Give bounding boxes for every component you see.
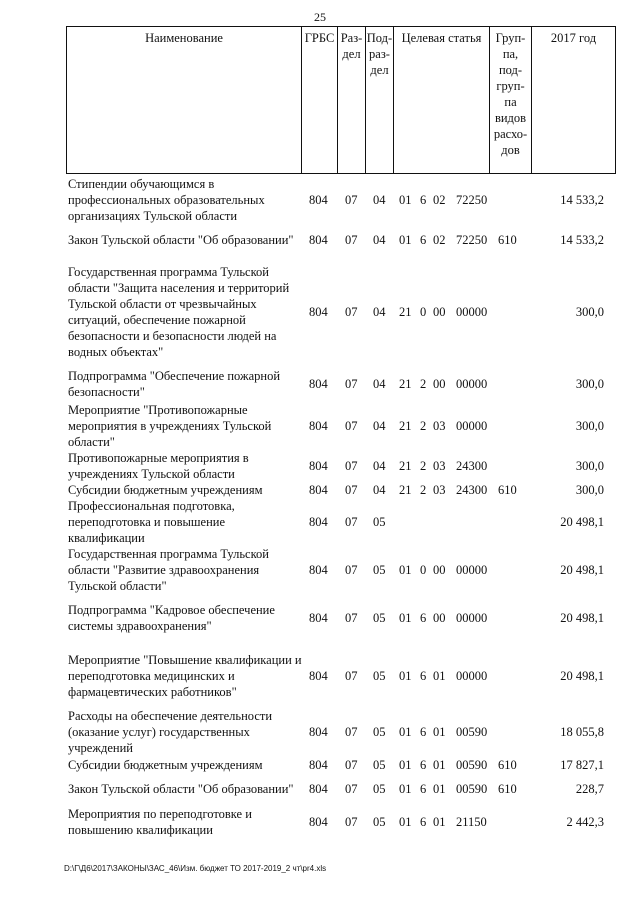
row-grbs: 804 bbox=[309, 233, 328, 247]
row-name: Закон Тульской области "Об образовании" bbox=[68, 782, 294, 796]
row-amount: 20 498,1 bbox=[560, 669, 604, 683]
row-amount: 228,7 bbox=[575, 782, 604, 796]
row-cs-program: 21 bbox=[399, 377, 412, 391]
row-name: Государственная программа Тульской области "Развитие здравоохранения Тульской области" bbox=[68, 547, 269, 593]
row-cs-subprogram: 6 bbox=[420, 669, 427, 683]
row-grbs: 804 bbox=[309, 611, 328, 625]
row-razdel: 07 bbox=[345, 611, 358, 625]
row-cs-direction: 24300 bbox=[456, 483, 488, 497]
row-cs-subprogram: 6 bbox=[420, 725, 427, 739]
row-cs-direction: 00590 bbox=[456, 782, 488, 796]
row-grbs: 804 bbox=[309, 782, 328, 796]
row-cs-program: 01 bbox=[399, 669, 412, 683]
row-name: Закон Тульской области "Об образовании" bbox=[68, 233, 294, 247]
row-cs-direction: 21150 bbox=[456, 815, 487, 829]
row-cs-subprogram: 6 bbox=[420, 758, 427, 772]
row-cs-program: 21 bbox=[399, 459, 412, 473]
row-podrazdel: 05 bbox=[373, 725, 386, 739]
row-name: Субсидии бюджетным учреждениям bbox=[68, 483, 263, 497]
row-grbs: 804 bbox=[309, 377, 328, 391]
row-grbs: 804 bbox=[309, 815, 328, 829]
row-cs-subprogram: 2 bbox=[420, 419, 427, 433]
row-name: Субсидии бюджетным учреждениям bbox=[68, 758, 263, 772]
row-gruppa: 610 bbox=[498, 233, 517, 247]
row-amount: 18 055,8 bbox=[560, 725, 604, 739]
row-gruppa: 610 bbox=[498, 483, 517, 497]
row-cs-program: 21 bbox=[399, 483, 412, 497]
row-cs-direction: 24300 bbox=[456, 459, 488, 473]
row-cs-event: 03 bbox=[433, 459, 446, 473]
row-razdel: 07 bbox=[345, 515, 358, 529]
page-number: 25 bbox=[314, 10, 326, 24]
row-cs-program: 01 bbox=[399, 563, 412, 577]
row-cs-subprogram: 0 bbox=[420, 563, 427, 577]
header-razdel: Раз- дел bbox=[337, 27, 365, 173]
row-cs-event: 01 bbox=[433, 782, 446, 796]
row-name: Государственная программа Тульской области "Защита населения и территорий Тульской области от чрезвычайных ситуаций, обеспечение пожарной безопасности и безопасности людей на водных объектах" bbox=[68, 265, 290, 359]
file-path-footer: D:\Г\Д6\2017\ЗАКОНЫ\ЗАС_46\Изм. бюджет ТО 2017-2019_2 чт\pr4.xls bbox=[64, 864, 327, 873]
row-cs-program: 01 bbox=[399, 611, 412, 625]
row-name: Подпрограмма "Обеспечение пожарной безопасности" bbox=[68, 369, 281, 399]
row-cs-event: 00 bbox=[433, 305, 446, 319]
row-gruppa: 610 bbox=[498, 758, 517, 772]
row-cs-subprogram: 2 bbox=[420, 459, 427, 473]
row-razdel: 07 bbox=[345, 782, 358, 796]
row-cs-direction: 72250 bbox=[456, 193, 488, 207]
row-podrazdel: 05 bbox=[373, 611, 386, 625]
row-cs-event: 01 bbox=[433, 758, 446, 772]
row-cs-program: 01 bbox=[399, 193, 412, 207]
row-gruppa: 610 bbox=[498, 782, 517, 796]
row-grbs: 804 bbox=[309, 725, 328, 739]
row-razdel: 07 bbox=[345, 377, 358, 391]
row-cs-event: 02 bbox=[433, 193, 446, 207]
row-amount: 20 498,1 bbox=[560, 611, 604, 625]
row-razdel: 07 bbox=[345, 725, 358, 739]
row-amount: 20 498,1 bbox=[560, 563, 604, 577]
row-razdel: 07 bbox=[345, 419, 358, 433]
row-cs-direction: 00000 bbox=[456, 563, 488, 577]
row-cs-event: 01 bbox=[433, 815, 446, 829]
row-podrazdel: 05 bbox=[373, 669, 386, 683]
row-cs-subprogram: 6 bbox=[420, 611, 427, 625]
row-name: Мероприятие "Противопожарные мероприятия в учреждениях Тульской области" bbox=[68, 403, 272, 449]
row-amount: 300,0 bbox=[575, 419, 604, 433]
row-podrazdel: 04 bbox=[373, 459, 386, 473]
row-amount: 20 498,1 bbox=[560, 515, 604, 529]
row-cs-program: 01 bbox=[399, 725, 412, 739]
row-cs-direction: 72250 bbox=[456, 233, 488, 247]
row-cs-direction: 00000 bbox=[456, 611, 488, 625]
row-razdel: 07 bbox=[345, 305, 358, 319]
row-cs-subprogram: 0 bbox=[420, 305, 427, 319]
row-cs-direction: 00590 bbox=[456, 725, 488, 739]
row-razdel: 07 bbox=[345, 459, 358, 473]
row-cs-subprogram: 6 bbox=[420, 815, 427, 829]
row-cs-program: 21 bbox=[399, 305, 412, 319]
row-razdel: 07 bbox=[345, 669, 358, 683]
row-cs-program: 01 bbox=[399, 233, 412, 247]
row-grbs: 804 bbox=[309, 305, 328, 319]
row-cs-program: 21 bbox=[399, 419, 412, 433]
row-grbs: 804 bbox=[309, 758, 328, 772]
row-cs-subprogram: 2 bbox=[420, 483, 427, 497]
row-podrazdel: 05 bbox=[373, 782, 386, 796]
row-name: Профессиональная подготовка, переподготовка и повышение квалификации bbox=[68, 499, 235, 545]
header-gruppa-vidov-rashodov: Груп- па, под- груп- па видов расхо- дов bbox=[489, 27, 531, 173]
row-name: Противопожарные мероприятия в учреждениях Тульской области bbox=[68, 451, 249, 481]
row-razdel: 07 bbox=[345, 815, 358, 829]
header-2017-god: 2017 год bbox=[531, 27, 615, 173]
row-razdel: 07 bbox=[345, 233, 358, 247]
header-celevaya-statya: Целевая статья bbox=[393, 27, 489, 173]
row-amount: 14 533,2 bbox=[560, 233, 604, 247]
row-amount: 2 442,3 bbox=[566, 815, 604, 829]
row-grbs: 804 bbox=[309, 419, 328, 433]
row-cs-event: 00 bbox=[433, 563, 446, 577]
row-amount: 17 827,1 bbox=[560, 758, 604, 772]
row-cs-subprogram: 6 bbox=[420, 233, 427, 247]
row-name: Подпрограмма "Кадровое обеспечение системы здравоохранения" bbox=[68, 603, 275, 633]
row-name: Мероприятие "Повышение квалификации и переподготовка медицинских и фармацевтических работников" bbox=[68, 653, 302, 699]
row-cs-event: 01 bbox=[433, 725, 446, 739]
row-podrazdel: 04 bbox=[373, 483, 386, 497]
row-razdel: 07 bbox=[345, 563, 358, 577]
row-grbs: 804 bbox=[309, 515, 328, 529]
table-header bbox=[66, 26, 616, 174]
row-grbs: 804 bbox=[309, 193, 328, 207]
row-name: Стипендии обучающимся в профессиональных образовательных организациях Тульской области bbox=[68, 177, 265, 223]
row-cs-event: 00 bbox=[433, 611, 446, 625]
row-grbs: 804 bbox=[309, 563, 328, 577]
header-podrazdel: Под- раз- дел bbox=[365, 27, 393, 173]
row-cs-event: 01 bbox=[433, 669, 446, 683]
row-razdel: 07 bbox=[345, 483, 358, 497]
row-cs-event: 03 bbox=[433, 419, 446, 433]
row-podrazdel: 05 bbox=[373, 563, 386, 577]
row-cs-event: 00 bbox=[433, 377, 446, 391]
row-cs-program: 01 bbox=[399, 782, 412, 796]
row-podrazdel: 04 bbox=[373, 305, 386, 319]
row-cs-event: 03 bbox=[433, 483, 446, 497]
row-podrazdel: 05 bbox=[373, 515, 386, 529]
row-razdel: 07 bbox=[345, 758, 358, 772]
row-amount: 300,0 bbox=[575, 377, 604, 391]
row-cs-direction: 00000 bbox=[456, 669, 488, 683]
row-cs-direction: 00000 bbox=[456, 305, 488, 319]
row-grbs: 804 bbox=[309, 669, 328, 683]
row-cs-program: 01 bbox=[399, 758, 412, 772]
row-podrazdel: 04 bbox=[373, 233, 386, 247]
row-cs-event: 02 bbox=[433, 233, 446, 247]
row-amount: 14 533,2 bbox=[560, 193, 604, 207]
row-cs-program: 01 bbox=[399, 815, 412, 829]
row-podrazdel: 04 bbox=[373, 193, 386, 207]
header-grbs: ГРБС bbox=[301, 27, 337, 173]
row-grbs: 804 bbox=[309, 459, 328, 473]
row-name: Расходы на обеспечение деятельности (оказание услуг) государственных учреждений bbox=[68, 709, 273, 755]
row-amount: 300,0 bbox=[575, 483, 604, 497]
header-name: Наименование bbox=[145, 31, 223, 45]
row-amount: 300,0 bbox=[575, 305, 604, 319]
row-name: Мероприятия по переподготовке и повышению квалификации bbox=[68, 807, 252, 837]
row-podrazdel: 05 bbox=[373, 758, 386, 772]
row-podrazdel: 04 bbox=[373, 377, 386, 391]
row-cs-subprogram: 6 bbox=[420, 782, 427, 796]
row-cs-direction: 00000 bbox=[456, 377, 488, 391]
row-podrazdel: 04 bbox=[373, 419, 386, 433]
row-grbs: 804 bbox=[309, 483, 328, 497]
row-cs-direction: 00000 bbox=[456, 419, 488, 433]
row-cs-subprogram: 2 bbox=[420, 377, 427, 391]
row-cs-subprogram: 6 bbox=[420, 193, 427, 207]
row-cs-direction: 00590 bbox=[456, 758, 488, 772]
row-razdel: 07 bbox=[345, 193, 358, 207]
row-podrazdel: 05 bbox=[373, 815, 386, 829]
row-amount: 300,0 bbox=[575, 459, 604, 473]
